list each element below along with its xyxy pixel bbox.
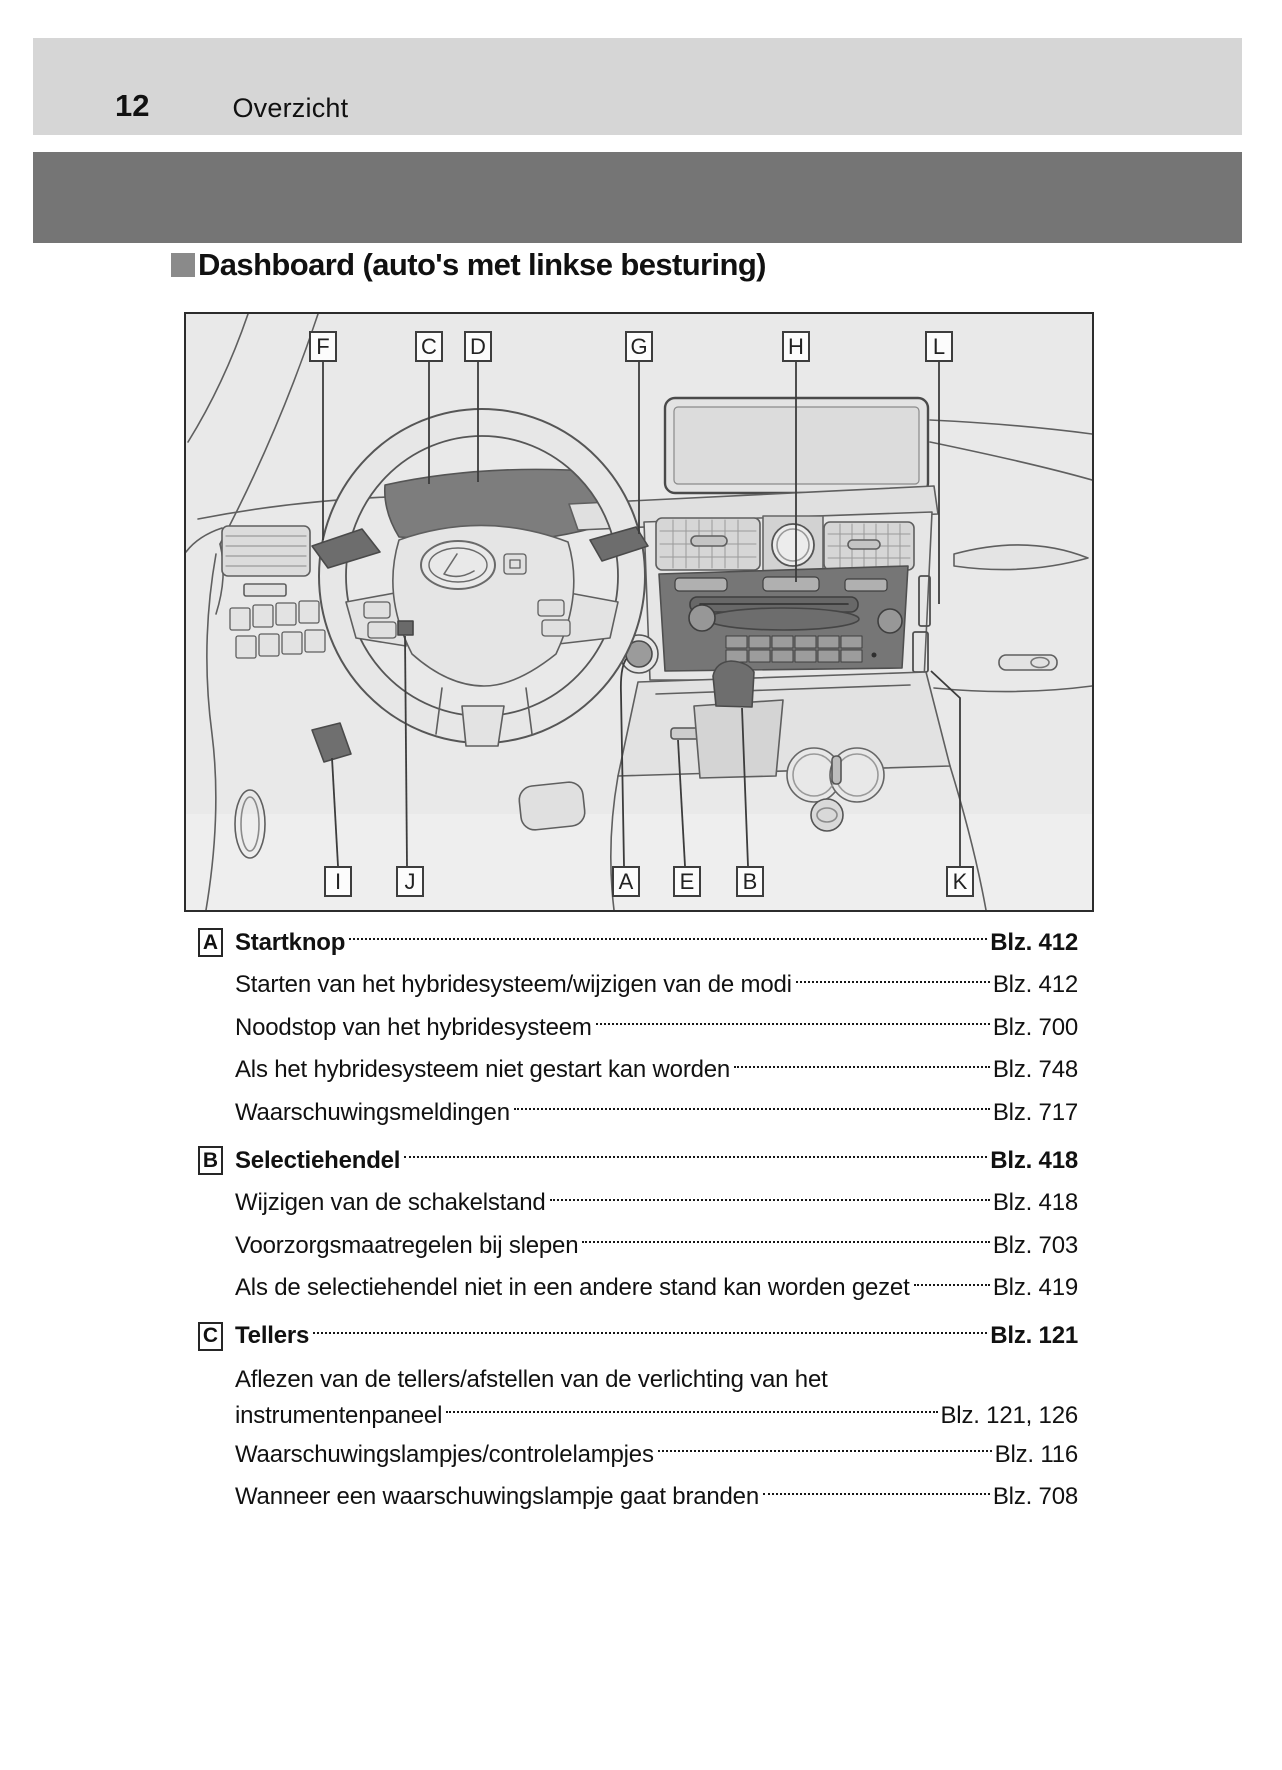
toc-list [198, 921, 1078, 1519]
toc-section-row [198, 1139, 1078, 1182]
toc-page-ref: Blz. 418 [992, 1189, 1078, 1217]
dot-leader [596, 1023, 990, 1025]
toc-page-ref: Blz. 703 [992, 1231, 1078, 1259]
diagram-label-top-D: D [464, 331, 492, 362]
dot-leader [658, 1450, 992, 1452]
toc-item-row [198, 964, 1078, 1007]
dot-leader [514, 1108, 990, 1110]
header-band [33, 38, 1242, 135]
toc-item-text: Waarschuwingslampjes/controlelampjes [235, 1440, 654, 1468]
toc-page-ref: Blz. 418 [990, 1146, 1078, 1174]
callout-letter-badge: B [198, 1146, 223, 1175]
diagram-label-top-H: H [782, 331, 810, 362]
toc-section-title: Tellers [235, 1322, 310, 1349]
dot-leader [582, 1241, 990, 1243]
toc-page-ref: Blz. 121, 126 [940, 1401, 1078, 1429]
toc-section-row [198, 1315, 1078, 1358]
toc-item-text: Starten van het hybridesysteem/wijzigen van de modi [235, 971, 792, 999]
chapter-color-band [33, 152, 1242, 243]
toc-item-text: Wijzigen van de schakelstand [235, 1189, 546, 1217]
dot-leader [404, 1156, 987, 1158]
toc-item-text-line2: instrumentenpaneel [235, 1401, 443, 1429]
toc-item-row [198, 1476, 1078, 1519]
toc-page-ref: Blz. 116 [994, 1440, 1078, 1468]
toc-page-ref: Blz. 412 [992, 971, 1078, 999]
diagram-label-bottom-B: B [736, 866, 764, 897]
toc-section-title: Selectiehendel [235, 1146, 401, 1174]
toc-item-text: Waarschuwingsmeldingen [235, 1098, 510, 1126]
dot-leader [914, 1284, 990, 1286]
toc-section-B [198, 1139, 1078, 1310]
toc-section-C [198, 1315, 1078, 1519]
toc-item-text-line1: Aflezen van de tellers/afstellen van de verlichting van het [235, 1365, 828, 1393]
diagram-label-top-G: G [625, 331, 653, 362]
toc-item-row [198, 1049, 1078, 1092]
toc-page-ref: Blz. 121 [990, 1322, 1078, 1349]
toc-page-ref: Blz. 717 [992, 1098, 1078, 1126]
diagram-label-bottom-E: E [673, 866, 701, 897]
toc-item-text: Wanneer een waarschuwingslampje gaat branden [235, 1483, 759, 1511]
toc-item-row [198, 1434, 1078, 1477]
dot-leader [763, 1493, 990, 1495]
dashboard-illustration [186, 314, 1092, 910]
section-heading [171, 247, 766, 283]
dot-leader [550, 1199, 990, 1201]
dot-leader [446, 1411, 937, 1413]
callout-letter-badge: C [198, 1322, 223, 1351]
diagram-label-top-F: F [309, 331, 337, 362]
callout-letter-badge: A [198, 928, 223, 957]
toc-page-ref: Blz. 708 [992, 1483, 1078, 1511]
toc-item-row [198, 1092, 1078, 1135]
page-number: 12 [115, 88, 150, 123]
diagram-label-bottom-A: A [612, 866, 640, 897]
toc-item-text: Voorzorgsmaatregelen bij slepen [235, 1231, 579, 1259]
chapter-title: Overzicht [232, 93, 349, 123]
diagram-label-bottom-K: K [946, 866, 974, 897]
diagram-label-top-C: C [415, 331, 443, 362]
diagram-label-bottom-J: J [396, 866, 424, 897]
dot-leader [734, 1066, 990, 1068]
diagram-label-bottom-I: I [324, 866, 352, 897]
toc-item-row [198, 1225, 1078, 1268]
dashboard-diagram [184, 312, 1094, 912]
dot-leader [313, 1332, 987, 1334]
dot-leader [349, 938, 987, 940]
toc-item-row-twoline [198, 1362, 1078, 1434]
toc-item-text: Noodstop van het hybridesysteem [235, 1013, 592, 1041]
toc-page-ref: Blz. 419 [992, 1274, 1078, 1302]
toc-section-row [198, 921, 1078, 964]
toc-section-title: Startknop [235, 928, 346, 956]
section-title: Dashboard (auto's met linkse besturing) [198, 247, 766, 282]
toc-page-ref: Blz. 700 [992, 1013, 1078, 1041]
toc-page-ref: Blz. 748 [992, 1056, 1078, 1084]
square-bullet-icon [171, 253, 195, 277]
toc-item-text: Als de selectiehendel niet in een andere stand kan worden gezet [235, 1274, 910, 1302]
diagram-label-top-L: L [925, 331, 953, 362]
toc-page-ref: Blz. 412 [990, 928, 1078, 956]
toc-item-row [198, 1267, 1078, 1310]
toc-item-row [198, 1007, 1078, 1050]
dot-leader [796, 981, 990, 983]
toc-item-text: Als het hybridesysteem niet gestart kan worden [235, 1056, 731, 1084]
toc-item-row [198, 1182, 1078, 1225]
toc-section-A [198, 921, 1078, 1134]
